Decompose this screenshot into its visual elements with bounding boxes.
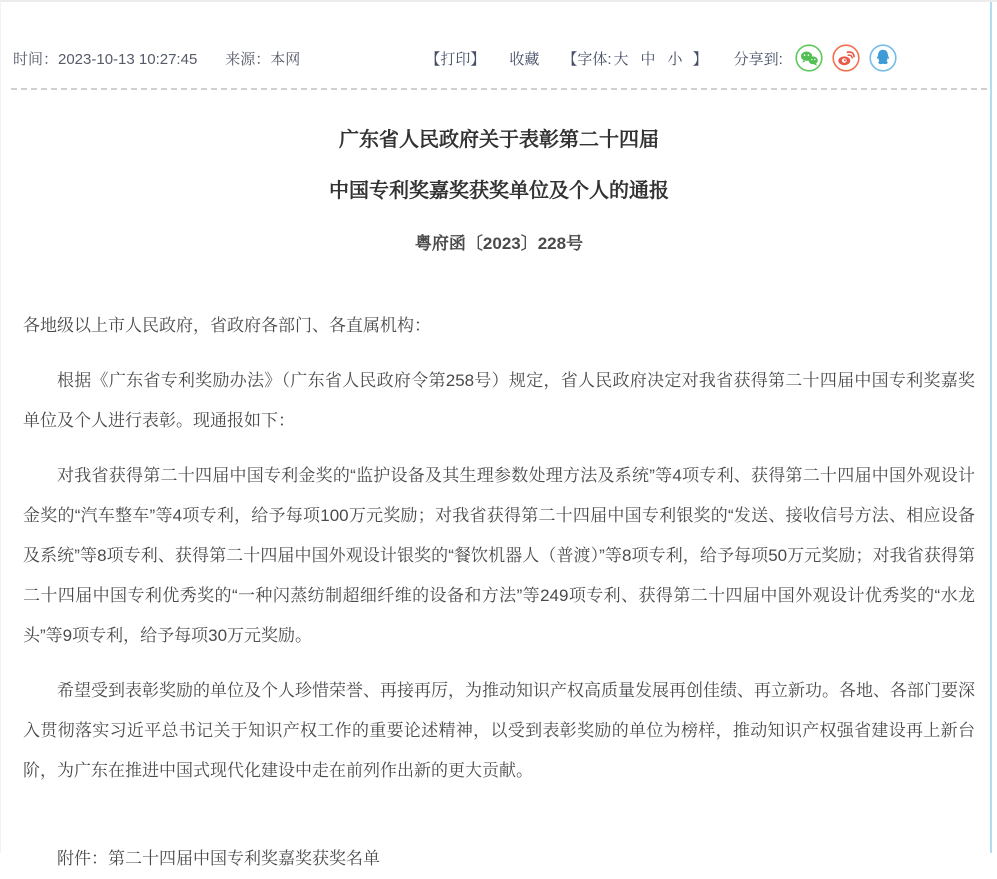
font-size-label: 【字体: xyxy=(562,50,612,68)
share-to-label: 分享到: xyxy=(733,50,783,68)
article-body xyxy=(23,306,975,879)
paragraph-hope: 希望受到表彰奖励的单位及个人珍惜荣誉、再接再厉，为推动知识产权高质量发展再创佳绩、再立新功。各地、各部门要深入贯彻落实习近平总书记关于知识产权工作的重要论述精神，以受到表彰奖励的单位为榜样，推动知识产权强省建设再上新台阶，为广东在推进中国式现代化建设中走在前列作出新的更大贡献。 xyxy=(23,681,975,780)
page-right-border xyxy=(990,2,992,853)
print-button[interactable]: 【打印】 xyxy=(425,50,486,68)
article xyxy=(1,90,997,879)
qq-share-icon[interactable] xyxy=(869,44,897,72)
article-meta-bar xyxy=(1,2,997,74)
paragraph-salutation: 各地级以上市人民政府，省政府各部门、各直属机构： xyxy=(23,316,431,335)
attachment-line: 附件：第二十四届中国专利奖嘉奖获奖名单 xyxy=(57,849,380,868)
article-source: 来源：本网 xyxy=(225,50,301,68)
article-header xyxy=(23,90,975,254)
wechat-share-icon[interactable] xyxy=(795,44,823,72)
favorite-button[interactable]: 收藏 xyxy=(509,50,540,68)
publish-time: 时间：2023-10-13 10:27:45 xyxy=(13,50,198,68)
paragraph-basis: 根据《广东省专利奖励办法》（广东省人民政府令第258号）规定，省人民政府决定对我省获得第二十四届中国专利奖嘉奖单位及个人进行表彰。现通报如下： xyxy=(23,371,975,430)
weibo-share-icon[interactable] xyxy=(832,44,860,72)
font-size-small-button[interactable]: 小 xyxy=(667,50,683,68)
share-icons xyxy=(795,44,897,72)
font-size-label-close: 】 xyxy=(692,50,708,68)
paragraph-awards: 对我省获得第二十四届中国专利金奖的“监护设备及其生理参数处理方法及系统”等4项专利、获得第二十四届中国外观设计金奖的“汽车整车”等4项专利，给予每项100万元奖励；对我省获得第二十四届中国专利银奖的“发送、接收信号方法、相应设备及系统”等8项专利、获得第二十四届中国外观设计银奖的“餐饮机器人（普渡）”等8项专利，给予每项50万元奖励；对我省获得第二十四届中国专利优秀奖的“一种闪蒸纺制超细纤维的设备和方法”等249项专利、获得第二十四届中国外观设计优秀奖的“水龙头”等9项专利，给予每项30万元奖励。 xyxy=(23,466,975,645)
article-title-line1: 广东省人民政府关于表彰第二十四届 xyxy=(339,129,659,151)
document-number: 粤府函〔2023〕228号 xyxy=(414,234,584,253)
font-size-control xyxy=(562,48,707,69)
font-size-large-button[interactable]: 大 xyxy=(613,50,629,68)
font-size-medium-button[interactable]: 中 xyxy=(640,50,656,68)
article-title-line2: 中国专利奖嘉奖获奖单位及个人的通报 xyxy=(329,180,669,202)
